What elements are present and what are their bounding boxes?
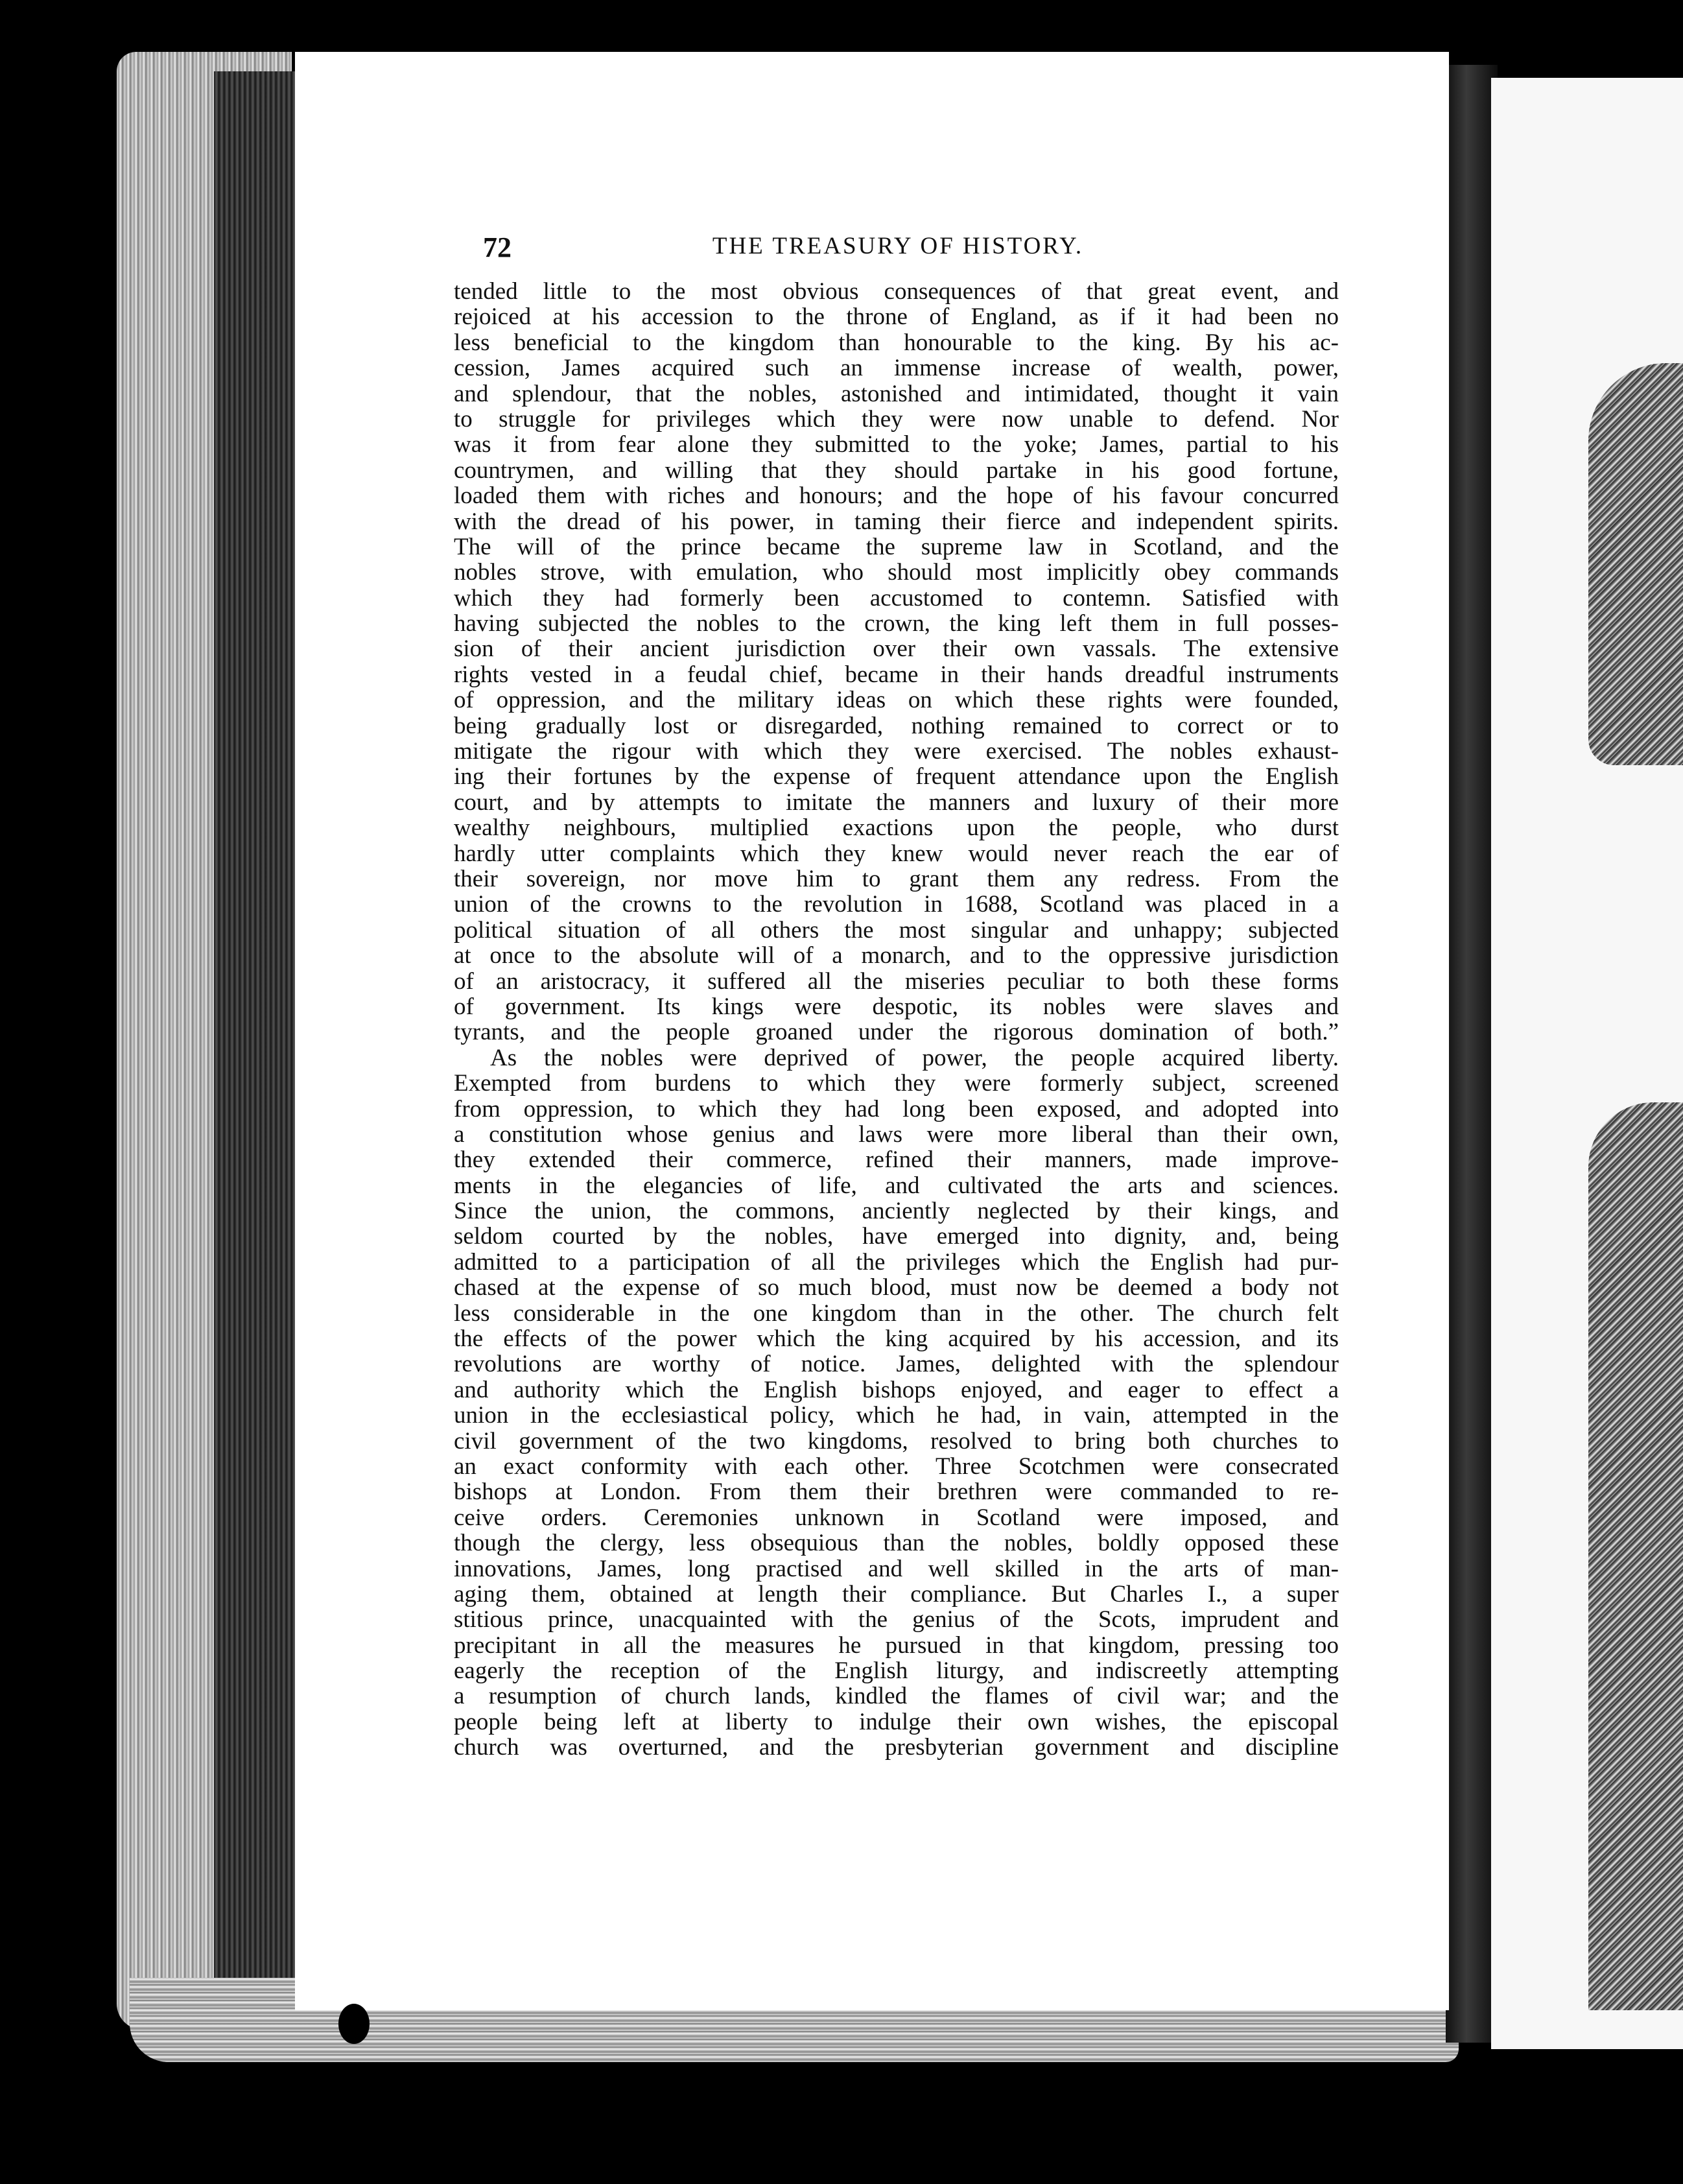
text-line: seldom courted by the nobles, have emerged into dignity, and, being	[454, 1223, 1339, 1250]
text-line: at once to the absolute will of a monarch, and to the oppressive jurisdiction	[454, 942, 1339, 969]
text-line: ceive orders. Ceremonies unknown in Scotland were imposed, and	[454, 1504, 1339, 1531]
text-line: rejoiced at his accession to the throne of England, as if it had been no	[454, 303, 1339, 331]
text-line: and splendour, that the nobles, astonished and intimidated, thought it vain	[454, 380, 1339, 407]
running-head	[483, 231, 1313, 263]
text-line: stitious prince, unacquainted with the genius of the Scots, imprudent and	[454, 1606, 1339, 1633]
text-line: nobles strove, with emulation, who should most implicitly obey commands	[454, 559, 1339, 586]
text-line: the effects of the power which the king acquired by his accession, and its	[454, 1325, 1339, 1353]
text-line: admitted to a participation of all the privileges which the English had pur-	[454, 1248, 1339, 1276]
text-line: loaded them with riches and honours; and the hope of his favour concurred	[454, 482, 1339, 510]
text-line: sion of their ancient jurisdiction over their own vassals. The extensive	[454, 635, 1339, 663]
text-line: ments in the elegancies of life, and cultivated the arts and sciences.	[454, 1172, 1339, 1199]
ink-blot	[338, 2004, 370, 2044]
engraving-illustration-bottom	[1588, 1102, 1683, 2010]
text-line: bishops at London. From them their brethren were commanded to re-	[454, 1478, 1339, 1506]
text-line: The will of the prince became the supreme law in Scotland, and the	[454, 533, 1339, 560]
text-line: tended little to the most obvious consequences of that great event, and	[454, 278, 1339, 305]
text-line: aging them, obtained at length their compliance. But Charles I., a super	[454, 1580, 1339, 1608]
text-line: having subjected the nobles to the crown, the king left them in full posses-	[454, 610, 1339, 637]
text-line: to struggle for privileges which they were now unable to defend. Nor	[454, 405, 1339, 433]
text-line: mitigate the rigour with which they were exercised. The nobles exhaust-	[454, 738, 1339, 765]
text-line: union in the ecclesiastical policy, which he had, in vain, attempted in the	[454, 1402, 1339, 1429]
text-line: civil government of the two kingdoms, resolved to bring both churches to	[454, 1427, 1339, 1454]
text-line: from oppression, to which they had long been exposed, and adopted into	[454, 1095, 1339, 1122]
text-line: precipitant in all the measures he pursued in that kingdom, pressing too	[454, 1632, 1339, 1659]
text-line: and authority which the English bishops enjoyed, and eager to effect a	[454, 1376, 1339, 1403]
book-spine-shadow	[214, 71, 305, 2017]
running-title: THE TREASURY OF HISTORY.	[712, 233, 1084, 259]
text-line: a constitution whose genius and laws were more liberal than their own,	[454, 1121, 1339, 1148]
text-line: less beneficial to the kingdom than honourable to the king. By his ac-	[454, 329, 1339, 356]
text-line: which they had formerly been accustomed to contemn. Satisfied with	[454, 584, 1339, 611]
text-line: their sovereign, nor move him to grant them any redress. From the	[454, 865, 1339, 892]
text-line: political situation of all others the most singular and unhappy; subjected	[454, 916, 1339, 944]
text-line: of government. Its kings were despotic, its nobles were slaves and	[454, 993, 1339, 1020]
text-line: of an aristocracy, it suffered all the miseries peculiar to both these forms	[454, 967, 1339, 995]
text-line: cession, James acquired such an immense increase of wealth, power,	[454, 355, 1339, 382]
text-line: tyrants, and the people groaned under the rigorous domination of both.”	[454, 1019, 1339, 1046]
book-gutter	[1446, 65, 1498, 2043]
text-line: innovations, James, long practised and well skilled in the arts of man-	[454, 1555, 1339, 1582]
page-number: 72	[483, 231, 512, 263]
engraving-illustration-top	[1588, 363, 1683, 765]
text-line: they extended their commerce, refined their manners, made improve-	[454, 1146, 1339, 1174]
text-line: was it from fear alone they submitted to the yoke; James, partial to his	[454, 431, 1339, 458]
text-line: an exact conformity with each other. Three Scotchmen were consecrated	[454, 1453, 1339, 1480]
text-line: a resumption of church lands, kindled the flames of civil war; and the	[454, 1683, 1339, 1710]
text-line: wealthy neighbours, multiplied exactions upon the people, who durst	[454, 814, 1339, 842]
text-line: though the clergy, less obsequious than the nobles, boldly opposed these	[454, 1530, 1339, 1557]
text-line: hardly utter complaints which they knew would never reach the ear of	[454, 840, 1339, 867]
text-line: eagerly the reception of the English liturgy, and indiscreetly attempting	[454, 1657, 1339, 1685]
text-line: of oppression, and the military ideas on which these rights were founded,	[454, 687, 1339, 714]
text-line: Exempted from burdens to which they were formerly subject, screened	[454, 1070, 1339, 1097]
body-text	[454, 279, 1339, 1761]
text-line: Since the union, the commons, anciently neglected by their kings, and	[454, 1198, 1339, 1225]
text-line: rights vested in a feudal chief, became in their hands dreadful instruments	[454, 661, 1339, 688]
text-line: As the nobles were deprived of power, the people acquired liberty.	[490, 1044, 1339, 1071]
text-line: being gradually lost or disregarded, nothing remained to correct or to	[454, 712, 1339, 739]
text-line: chased at the expense of so much blood, must now be deemed a body not	[454, 1274, 1339, 1301]
text-line: church was overturned, and the presbyterian government and discipline	[454, 1734, 1339, 1761]
text-line: countrymen, and willing that they should partake in his good fortune,	[454, 457, 1339, 484]
text-line: people being left at liberty to indulge their own wishes, the episcopal	[454, 1708, 1339, 1735]
text-line: less considerable in the one kingdom than in the other. The church felt	[454, 1300, 1339, 1327]
text-line: union of the crowns to the revolution in 1688, Scotland was placed in a	[454, 891, 1339, 918]
text-line: court, and by attempts to imitate the manners and luxury of their more	[454, 789, 1339, 816]
text-line: revolutions are worthy of notice. James, delighted with the splendour	[454, 1351, 1339, 1378]
text-line: ing their fortunes by the expense of frequent attendance upon the English	[454, 763, 1339, 790]
text-line: with the dread of his power, in taming their fierce and independent spirits.	[454, 508, 1339, 535]
